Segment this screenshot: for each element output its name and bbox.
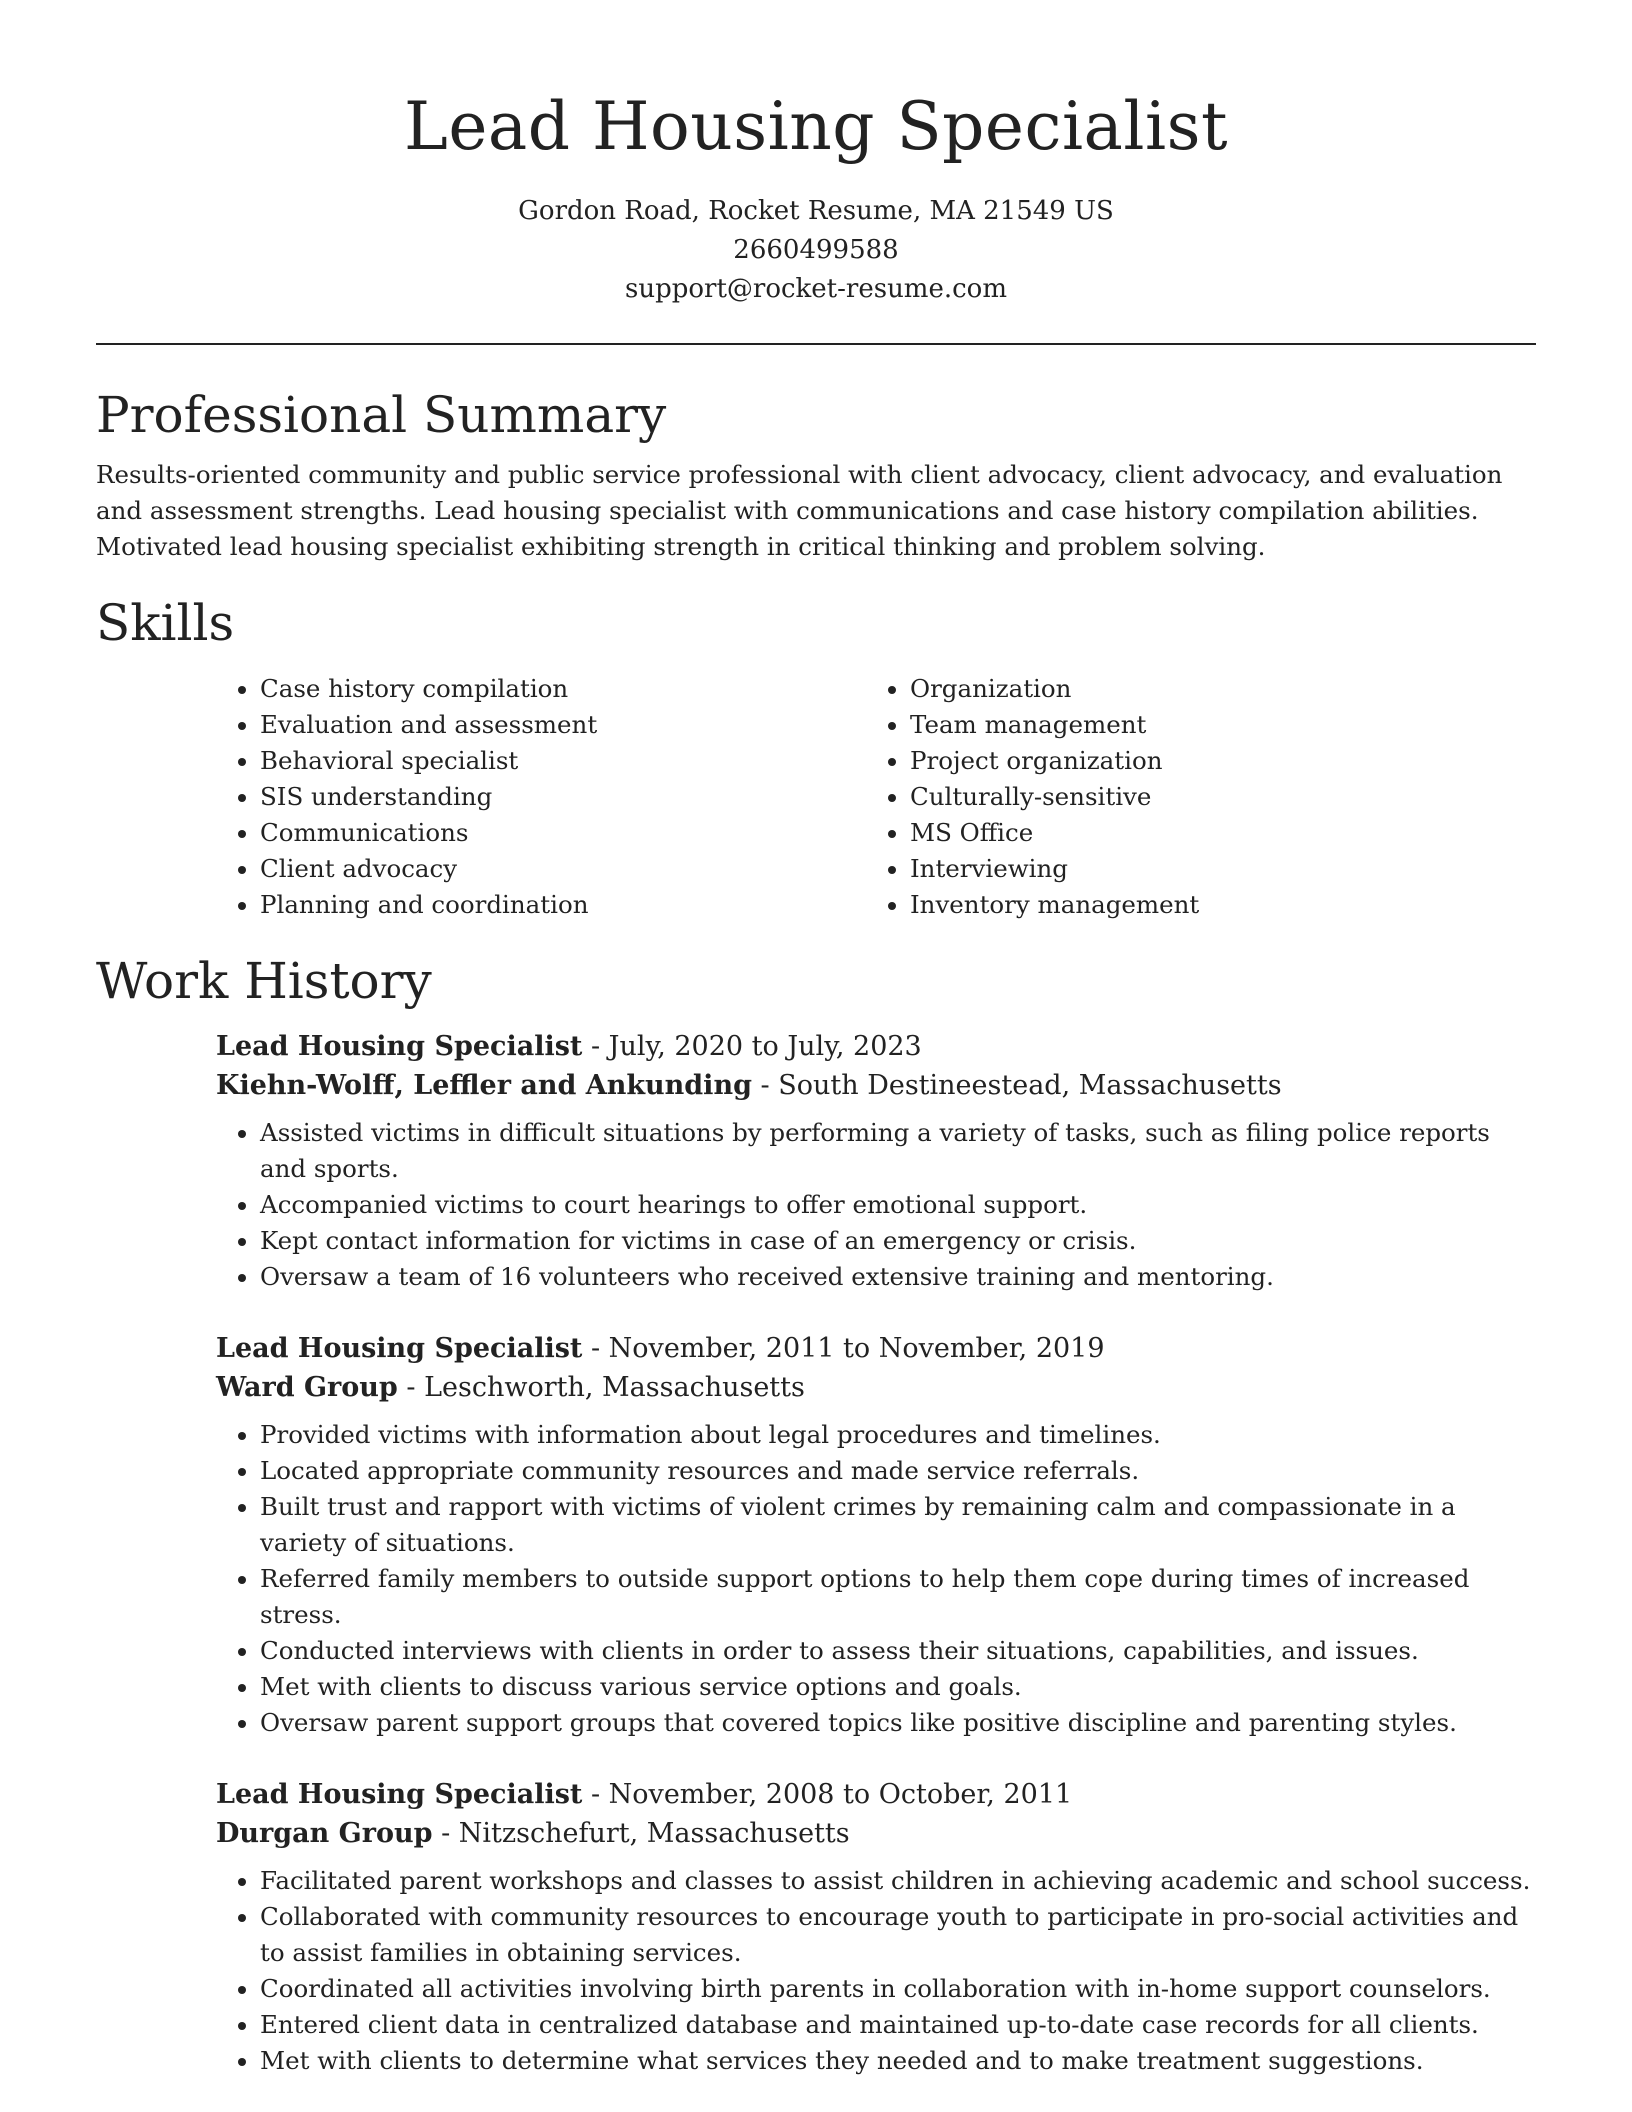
skill-item: • Client advocacy (260, 851, 866, 887)
job-bullet: • Oversaw parent support groups that covered topics like positive discipline and parenting styles. (260, 1705, 1536, 1741)
candidate-name: Lead Housing Specialist (403, 88, 1229, 165)
skill-item: • SIS understanding (260, 779, 866, 815)
job-title-line (216, 1329, 1536, 1368)
contact-email: support@rocket-resume.com (624, 274, 1007, 304)
job-company: Ward Group (216, 1372, 398, 1403)
skill-item: • Organization (910, 671, 1516, 707)
skills-heading: Skills (96, 594, 235, 652)
job-bullet: • Built trust and rapport with victims of violent crimes by remaining calm and compassionate in a variety of situations. (260, 1489, 1536, 1561)
job-bullet: • Met with clients to determine what services they needed and to make treatment suggestions. (260, 2043, 1536, 2079)
skill-item: • Project organization (910, 743, 1516, 779)
job-bullet: • Collaborated with community resources to encourage youth to participate in pro-social activities and to assist families in obtaining services. (260, 1899, 1536, 1971)
skill-item: • Inventory management (910, 887, 1516, 923)
header-divider (96, 343, 1536, 345)
job-bullets (216, 1115, 1536, 1295)
job-title: Lead Housing Specialist (216, 1779, 583, 1810)
skill-item: • Team management (910, 707, 1516, 743)
job-title-line (216, 1027, 1536, 1066)
skill-item: • Evaluation and assessment (260, 707, 866, 743)
work-history-section (96, 949, 1536, 2079)
job-dates: - November, 2011 to November, 2019 (582, 1333, 1105, 1364)
skill-item: • Case history compilation (260, 671, 866, 707)
job-company-line (216, 1368, 1536, 1407)
job-bullet: • Met with clients to discuss various service options and goals. (260, 1669, 1536, 1705)
job-bullet: • Kept contact information for victims in case of an emergency or crisis. (260, 1223, 1536, 1259)
job-bullet: • Oversaw a team of 16 volunteers who received extensive training and mentoring. (260, 1259, 1536, 1295)
job-company: Kiehn-Wolff, Leffler and Ankunding (216, 1070, 752, 1101)
job-bullets (216, 1417, 1536, 1741)
summary-section (96, 383, 1536, 565)
job-bullet: • Provided victims with information about legal procedures and timelines. (260, 1417, 1536, 1453)
job-bullets (216, 1863, 1536, 2079)
contact-block (96, 192, 1536, 309)
job-company-line (216, 1814, 1536, 1853)
skill-item: • Culturally-sensitive (910, 779, 1516, 815)
skill-item: • Communications (260, 815, 866, 851)
job-bullet: • Coordinated all activities involving birth parents in collaboration with in-home support counselors. (260, 1971, 1536, 2007)
skill-item: • Behavioral specialist (260, 743, 866, 779)
contact-address: Gordon Road, Rocket Resume, MA 21549 US (518, 196, 1114, 226)
job-entry (216, 1329, 1536, 1741)
job-location: - Leschworth, Massachusetts (397, 1372, 805, 1403)
resume-page (96, 0, 1536, 2079)
summary-text: Results-oriented community and public service professional with client advocacy, client advocacy, and evaluation and assessment strengths. Lead housing specialist with communications and case history compilation abilities. Motivated lead housing specialist exhibiting strength in critical thinking and problem solving. (96, 460, 1503, 561)
skill-item: • MS Office (910, 815, 1516, 851)
skills-column-left (216, 671, 866, 923)
job-title: Lead Housing Specialist (216, 1333, 583, 1364)
job-entry (216, 1027, 1536, 1295)
job-bullet: • Accompanied victims to court hearings to offer emotional support. (260, 1187, 1536, 1223)
job-dates: - July, 2020 to July, 2023 (582, 1031, 922, 1062)
job-dates: - November, 2008 to October, 2011 (582, 1779, 1073, 1810)
summary-heading: Professional Summary (96, 386, 667, 444)
job-company: Durgan Group (216, 1818, 433, 1849)
job-entry (216, 1775, 1536, 2079)
job-company-line (216, 1066, 1536, 1105)
work-history-heading: Work History (96, 952, 432, 1010)
job-title: Lead Housing Specialist (216, 1031, 583, 1062)
skills-column-right (866, 671, 1516, 923)
job-bullet: • Facilitated parent workshops and classes to assist children in achieving academic and school success. (260, 1863, 1536, 1899)
skill-item: • Interviewing (910, 851, 1516, 887)
skill-item: • Planning and coordination (260, 887, 866, 923)
skills-list-right (866, 671, 1516, 923)
contact-phone: 2660499588 (733, 235, 899, 265)
job-location: - South Destineestead, Massachusetts (751, 1070, 1282, 1101)
skills-section (96, 591, 1536, 923)
job-bullet: • Entered client data in centralized database and maintained up-to-date case records for all clients. (260, 2007, 1536, 2043)
job-bullet: • Assisted victims in difficult situations by performing a variety of tasks, such as filing police reports and sports. (260, 1115, 1536, 1187)
job-location: - Nitzschefurt, Massachusetts (432, 1818, 850, 1849)
resume-header (96, 0, 1536, 309)
job-bullet: • Referred family members to outside support options to help them cope during times of increased stress. (260, 1561, 1536, 1633)
job-title-line (216, 1775, 1536, 1814)
skills-list-left (216, 671, 866, 923)
skills-columns (216, 671, 1536, 923)
job-bullet: • Located appropriate community resources and made service referrals. (260, 1453, 1536, 1489)
job-bullet: • Conducted interviews with clients in order to assess their situations, capabilities, and issues. (260, 1633, 1536, 1669)
